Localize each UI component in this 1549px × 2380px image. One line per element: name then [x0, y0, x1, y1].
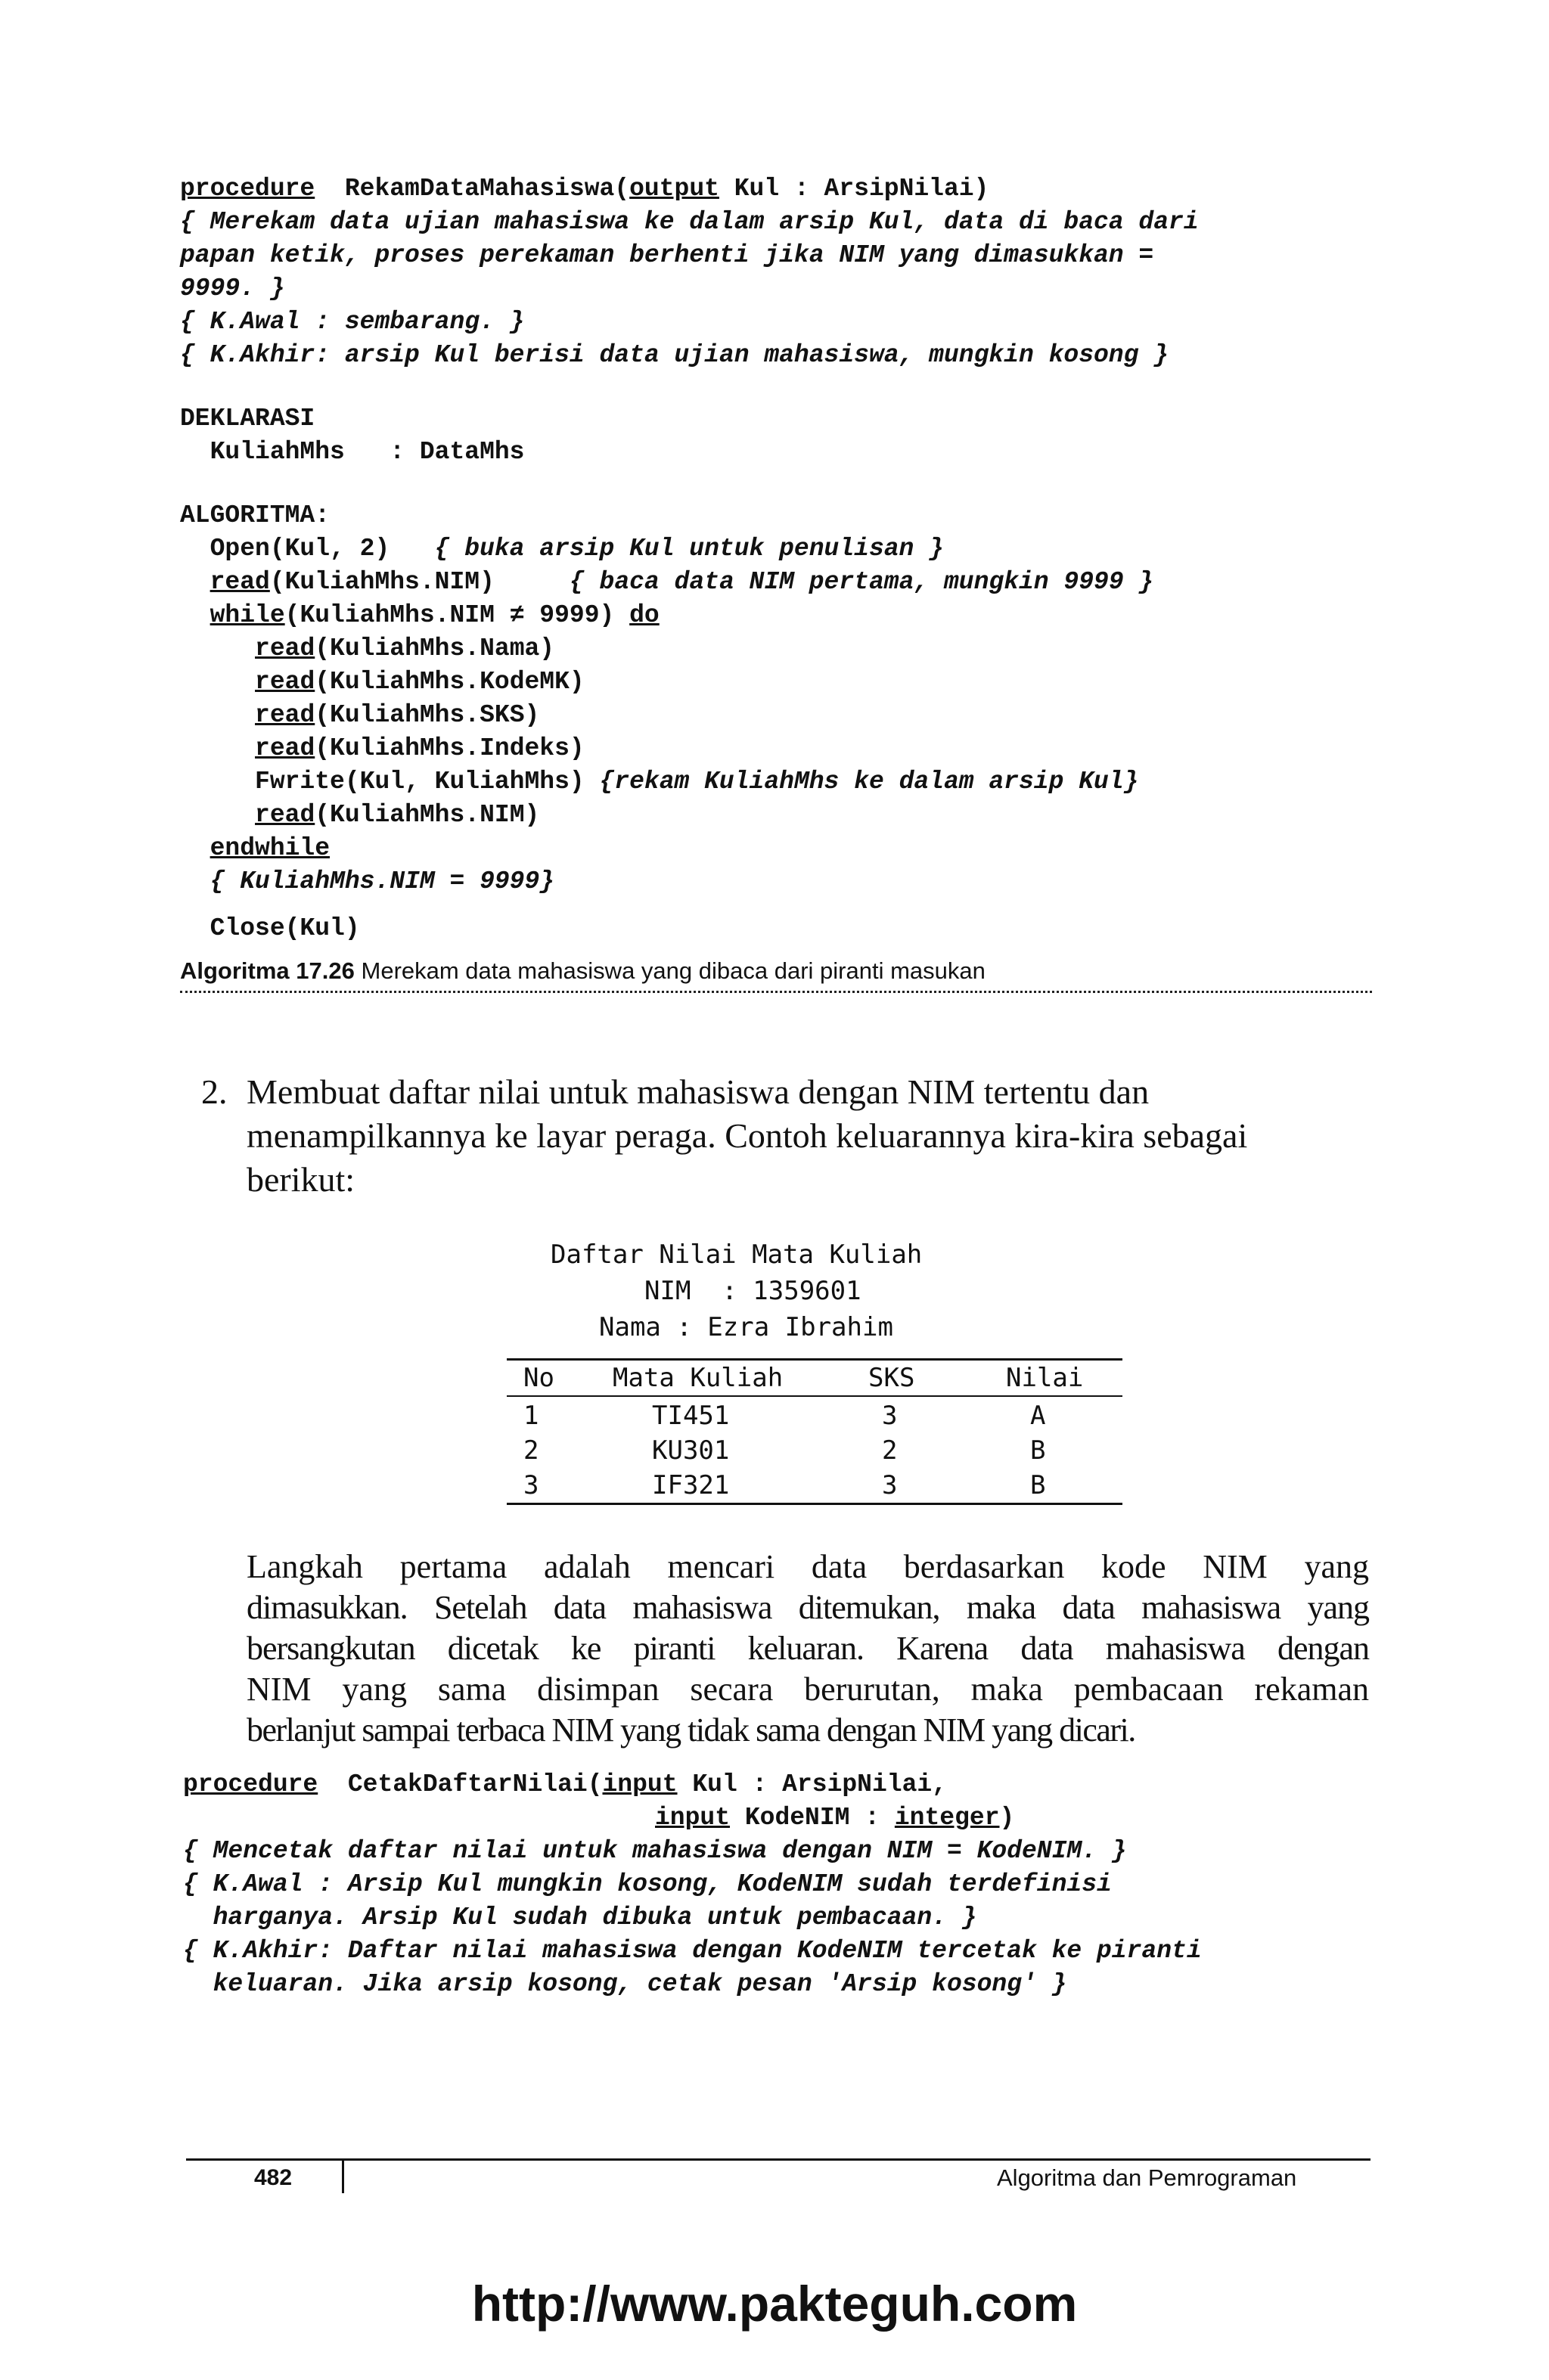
loop-read-arg: (KuliahMhs.Indeks): [315, 734, 585, 762]
closing-paren: ): [999, 1804, 1015, 1832]
cell-sks: 3: [882, 1470, 898, 1500]
loop-read-sks: [180, 699, 539, 732]
algo1-comment-3: 9999. }: [180, 275, 285, 303]
paragraph-line-5: berlanjut sampai terbaca NIM yang tidak sama dengan NIM yang dicari.: [247, 1711, 1135, 1749]
keyword-output: output: [629, 175, 719, 203]
paragraph-line-1: Langkah pertama adalah mencari data berdasarkan kode NIM yang: [247, 1548, 1369, 1585]
table-row: [507, 1396, 1122, 1433]
keyword-do: do: [629, 601, 660, 629]
postcondition-comment: [180, 865, 554, 898]
item-line-2: menampilkannya ke layar peraga. Contoh keluarannya kira-kira sebagai: [247, 1116, 1248, 1155]
column-header-sks: SKS: [868, 1363, 915, 1393]
cell-nilai: B: [1030, 1470, 1046, 1500]
paragraph-line-3: bersangkutan dicetak ke piranti keluaran. Karena data mahasiswa dengan: [247, 1630, 1369, 1667]
open-statement: [180, 532, 944, 566]
table-row: [507, 1468, 1122, 1504]
caption-text: Merekam data mahasiswa yang dibaca dari piranti masukan: [361, 957, 986, 984]
example-title: Daftar Nilai Mata Kuliah: [551, 1240, 923, 1270]
loop-read-nama: [180, 632, 554, 666]
cell-nilai: A: [1030, 1401, 1046, 1431]
footer-page-separator: [342, 2160, 344, 2193]
keyword-read: read: [255, 734, 315, 762]
loop-read-nim: [180, 799, 539, 832]
footer-rule: [186, 2158, 1371, 2161]
algo1-comment-4: { K.Awal : sembarang. }: [180, 308, 525, 336]
procedure-params: Kul : ArsipNilai): [719, 175, 989, 203]
loop-read-arg: (KuliahMhs.SKS): [315, 701, 540, 729]
column-header-mata-kuliah: Mata Kuliah: [613, 1363, 784, 1393]
paragraph-line-2: dimasukkan. Setelah data mahasiswa ditemukan, maka data mahasiswa yang: [247, 1589, 1369, 1626]
keyword-while: while: [210, 601, 285, 629]
algo1-comment-5: { K.Akhir: arsip Kul berisi data ujian mahasiswa, mungkin kosong }: [180, 341, 1169, 369]
caption-label: Algoritma 17.26: [180, 957, 355, 984]
grade-table: [507, 1358, 1122, 1505]
caption-dotted-rule: [180, 991, 1372, 993]
algorithm-caption: [180, 956, 986, 986]
loop-read-indeks: [180, 732, 585, 765]
algo2-comment-1: { Mencetak daftar nilai untuk mahasiswa dengan NIM = KodeNIM. }: [183, 1837, 1127, 1865]
procedure-name: RekamDataMahasiswa(: [344, 175, 630, 203]
item-number: 2.: [201, 1072, 228, 1111]
example-nim: NIM : 1359601: [644, 1276, 861, 1306]
loop-read-arg: (KuliahMhs.NIM): [315, 801, 540, 829]
cell-mata-kuliah: TI451: [652, 1401, 730, 1431]
cell-nilai: B: [1030, 1435, 1046, 1466]
procedure-params: Kul : ArsipNilai,: [677, 1770, 947, 1798]
keyword-read: read: [255, 668, 315, 696]
algo2-header-line-2: [655, 1801, 1014, 1835]
cell-no: 2: [523, 1435, 539, 1466]
procedure-name: CetakDaftarNilai(: [318, 1770, 603, 1798]
keyword-input: input: [655, 1804, 731, 1832]
keyword-read: read: [255, 635, 315, 662]
loop-read-kodemk: [180, 666, 585, 699]
cell-sks: 3: [882, 1401, 898, 1431]
while-statement: [180, 599, 660, 632]
book-title: Algoritma dan Pemrograman: [997, 2164, 1297, 2191]
fwrite-code: Fwrite(Kul, KuliahMhs): [180, 768, 600, 796]
keyword-endwhile: endwhile: [210, 834, 331, 862]
table-row: [507, 1433, 1122, 1468]
deklarasi-heading: DEKLARASI: [180, 405, 315, 433]
cell-no: 1: [523, 1401, 539, 1431]
read-nim-comment: { baca data NIM pertama, mungkin 9999 }: [569, 568, 1154, 596]
algo1-header: [180, 172, 989, 206]
cell-mata-kuliah: IF321: [652, 1470, 730, 1500]
table-header-row: [507, 1360, 1122, 1397]
postcondition-text: { KuliahMhs.NIM = 9999}: [210, 867, 555, 895]
algo2-header: [183, 1768, 947, 1801]
keyword-integer: integer: [894, 1804, 1000, 1832]
keyword-read: read: [210, 568, 270, 596]
keyword-procedure: procedure: [180, 175, 315, 203]
close-statement: Close(Kul): [180, 914, 360, 942]
item-line-3: berikut:: [247, 1160, 355, 1199]
loop-read-arg: (KuliahMhs.Nama): [315, 635, 555, 662]
open-comment: { buka arsip Kul untuk penulisan }: [434, 535, 944, 563]
algo2-comment-3: harganya. Arsip Kul sudah dibuka untuk pembacaan. }: [183, 1904, 977, 1932]
algo1-comment-2: papan ketik, proses perekaman berhenti jika NIM yang dimasukkan =: [180, 241, 1154, 269]
paragraph-line-4: NIM yang sama disimpan secara berurutan, maka pembacaan rekaman: [247, 1671, 1369, 1708]
column-header-no: No: [523, 1363, 554, 1393]
algo1-comment-1: { Merekam data ujian mahasiswa ke dalam arsip Kul, data di baca dari: [180, 208, 1199, 236]
keyword-input: input: [602, 1770, 678, 1798]
item-line-1: Membuat daftar nilai untuk mahasiswa dengan NIM tertentu dan: [247, 1072, 1150, 1111]
fwrite-comment: {rekam KuliahMhs ke dalam arsip Kul}: [599, 768, 1139, 796]
fwrite-statement: [180, 765, 1138, 799]
while-condition: (KuliahMhs.NIM ≠ 9999): [284, 601, 630, 629]
example-nama: Nama : Ezra Ibrahim: [599, 1312, 893, 1342]
keyword-read: read: [255, 701, 315, 729]
algoritma-heading: ALGORITMA:: [180, 501, 331, 529]
algo2-comment-2: { K.Awal : Arsip Kul mungkin kosong, KodeNIM sudah terdefinisi: [183, 1870, 1112, 1898]
endwhile-statement: [180, 832, 330, 865]
algo2-comment-4: { K.Akhir: Daftar nilai mahasiswa dengan KodeNIM tercetak ke piranti: [183, 1937, 1202, 1965]
cell-sks: 2: [882, 1435, 898, 1466]
loop-read-arg: (KuliahMhs.KodeMK): [315, 668, 585, 696]
website-url: http://www.pakteguh.com: [471, 2276, 1078, 2332]
open-code: Open(Kul, 2): [180, 535, 435, 563]
keyword-procedure: procedure: [183, 1770, 318, 1798]
column-header-nilai: Nilai: [1006, 1363, 1084, 1393]
declaration-line: KuliahMhs : DataMhs: [180, 438, 525, 466]
read-nim-statement: [180, 566, 1153, 599]
cell-mata-kuliah: KU301: [652, 1435, 730, 1466]
page-number: 482: [254, 2165, 293, 2190]
cell-no: 3: [523, 1470, 539, 1500]
read-nim-code: (KuliahMhs.NIM): [269, 568, 570, 596]
keyword-read: read: [255, 801, 315, 829]
procedure-params: KodeNIM :: [730, 1804, 895, 1832]
algo2-comment-5: keluaran. Jika arsip kosong, cetak pesan 'Arsip kosong' }: [183, 1970, 1067, 1998]
